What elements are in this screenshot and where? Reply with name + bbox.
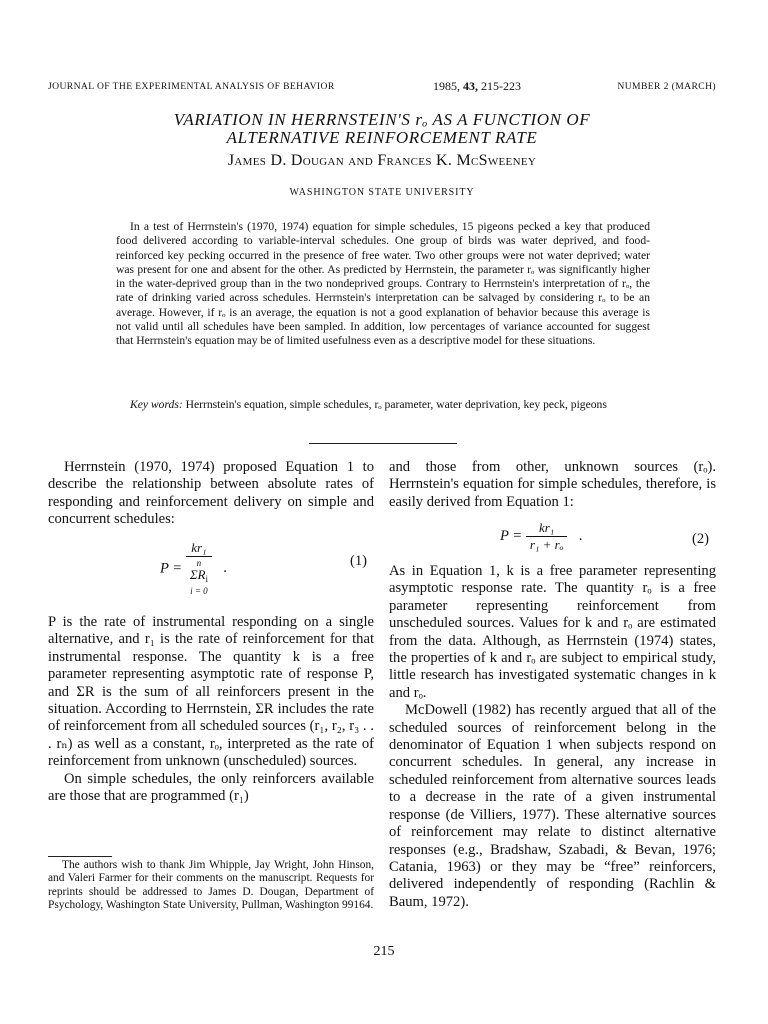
eq1-sum: [190, 557, 208, 597]
journal-name: JOURNAL OF THE EXPERIMENTAL ANALYSIS OF BEHAVIOR: [48, 81, 335, 92]
page-range: 215-223: [481, 79, 521, 93]
eq1-number: (1): [350, 553, 368, 569]
page-number: 215: [373, 944, 395, 959]
eq2-fraction: [526, 520, 568, 553]
left-column-intro: [48, 459, 374, 529]
right-paragraph-1: and those from other, unknown sources (rₒ). Herrnstein's equation for simple schedules, therefore, is easily derived from Equation 1:: [389, 459, 716, 510]
right-paragraph-2: As in Equation 1, k is a free parameter representing asymptotic response rate. The quantity rₒ is a free parameter representing reinforcement from unscheduled sources. Values for k and rₒ are estimated from the data. Although, as Herrnstein (1974) states, the properties of k and rₒ are subject to empirical study, little research has investigated systematic changes in k and rₒ.: [389, 563, 716, 701]
eq2-number: (2): [692, 531, 710, 547]
eq2-lhs: P =: [500, 527, 523, 544]
equation-2: [500, 520, 583, 553]
eq1-lhs: P =: [160, 560, 183, 577]
right-paragraph-3: McDowell (1982) has recently argued that all of the scheduled sources of reinforcement belong in the denominator of Equation 1 when subjects respond on concurrent schedules. In general, any increase in scheduled reinforcement from alternative sources leads to a decrease in the rate of a given instrumental response (de Villiers, 1977). These alternative sources of reinforcement may relate to distinct alternative responses (e.g., Bradshaw, Szabadi, & Bevan, 1976; Catania, 1963) or they may be “free” reinforcers, delivered independently of responding (Rachlin & Baum, 1972).: [389, 702, 716, 910]
footnote: The authors wish to thank Jim Whipple, Jay Wright, John Hinson, and Valeri Farmer for their comments on the manuscript. Requests for reprints should be addressed to James D. Dougan, Department of Psychology, Washington State University, Pullman, Washington 99164.: [48, 859, 374, 912]
left-paragraph-1: Herrnstein (1970, 1974) proposed Equation 1 to describe the relationship between absolute rates of responding and reinforcement delivery on simple and concurrent schedules:: [48, 459, 374, 528]
right-column-body: [389, 563, 716, 911]
eq1-fraction: [186, 540, 212, 598]
footnote-divider: [48, 856, 112, 857]
eq1-denominator: [186, 557, 212, 598]
equation-1: [160, 540, 227, 598]
left-paragraph-3: On simple schedules, the only reinforcers available are those that are programmed (r₁): [48, 770, 374, 805]
eq1-dot: .: [223, 560, 228, 577]
eq2-denominator: r₁ + rₒ: [529, 537, 564, 552]
eq2-dot: .: [579, 527, 583, 544]
keywords-label: Key words:: [130, 398, 183, 411]
eq2-numerator: kr₁: [526, 520, 568, 537]
volume-info: [433, 79, 521, 94]
abstract: In a test of Herrnstein's (1970, 1974) equation for simple schedules, 15 pigeons pecked a key that produced food delivered according to variable-interval schedules. One group of birds was water deprived, and food-reinforced key pecking occurred in the presence of free water. Two other groups were not water deprived; water was present for one and absent for the other. As predicted by Herrnstein, the parameter rₒ was significantly higher in the water-deprived group than in the two nondeprived groups. Contrary to Herrnstein's interpretation of rₒ, the rate of drinking varied across schedules. Herrnstein's interpretation can be salvaged by considering rₒ to be an average. However, if rₒ is an average, the equation is not a good explanation of behavior because this average is not valid until all schedules have been sampled. In addition, low percentages of variance accounted for suggest that Herrnstein's equation may be of limited usefulness even as a descriptive model for these situations.: [116, 220, 650, 348]
year: 1985,: [433, 79, 460, 93]
eq1-sum-sub: i: [205, 574, 208, 584]
paper-title: [48, 111, 716, 147]
affiliation: WASHINGTON STATE UNIVERSITY: [289, 187, 475, 198]
eq1-sum-bottom: i = 0: [190, 586, 208, 596]
left-paragraph-2: P is the rate of instrumental responding on a single alternative, and r₁ is the rate of reinforcement for that instrumental response. The quantity k is a free parameter representing asymptotic rate of response P, and ΣR is the sum of all reinforcers present in the situation. According to Herrnstein, ΣR includes the rate of reinforcement from all scheduled sources (r₁, r₂, r₃ . . . rₙ) as well as a constant, rₒ, interpreted as the rate of reinforcement from unknown (unscheduled) sources.: [48, 614, 374, 770]
section-divider: [309, 443, 457, 444]
issue-number: NUMBER 2 (MARCH): [617, 81, 716, 92]
left-column-body: [48, 614, 374, 805]
eq1-sum-body: ΣR: [189, 567, 206, 582]
authors: James D. Dougan and Frances K. McSweeney: [227, 152, 537, 169]
eq1-sum-top: n: [196, 558, 202, 568]
right-column-intro: [389, 459, 716, 511]
eq1-numerator: kr₁: [186, 540, 212, 557]
volume: 43,: [463, 79, 478, 93]
title-line-2: ALTERNATIVE REINFORCEMENT RATE: [226, 128, 538, 147]
title-line-1: VARIATION IN HERRNSTEIN'S rₒ AS A FUNCTION OF: [173, 110, 591, 129]
keywords-text: Herrnstein's equation, simple schedules, rₒ parameter, water deprivation, key peck, pigeons: [182, 398, 607, 411]
keywords: [116, 398, 650, 412]
